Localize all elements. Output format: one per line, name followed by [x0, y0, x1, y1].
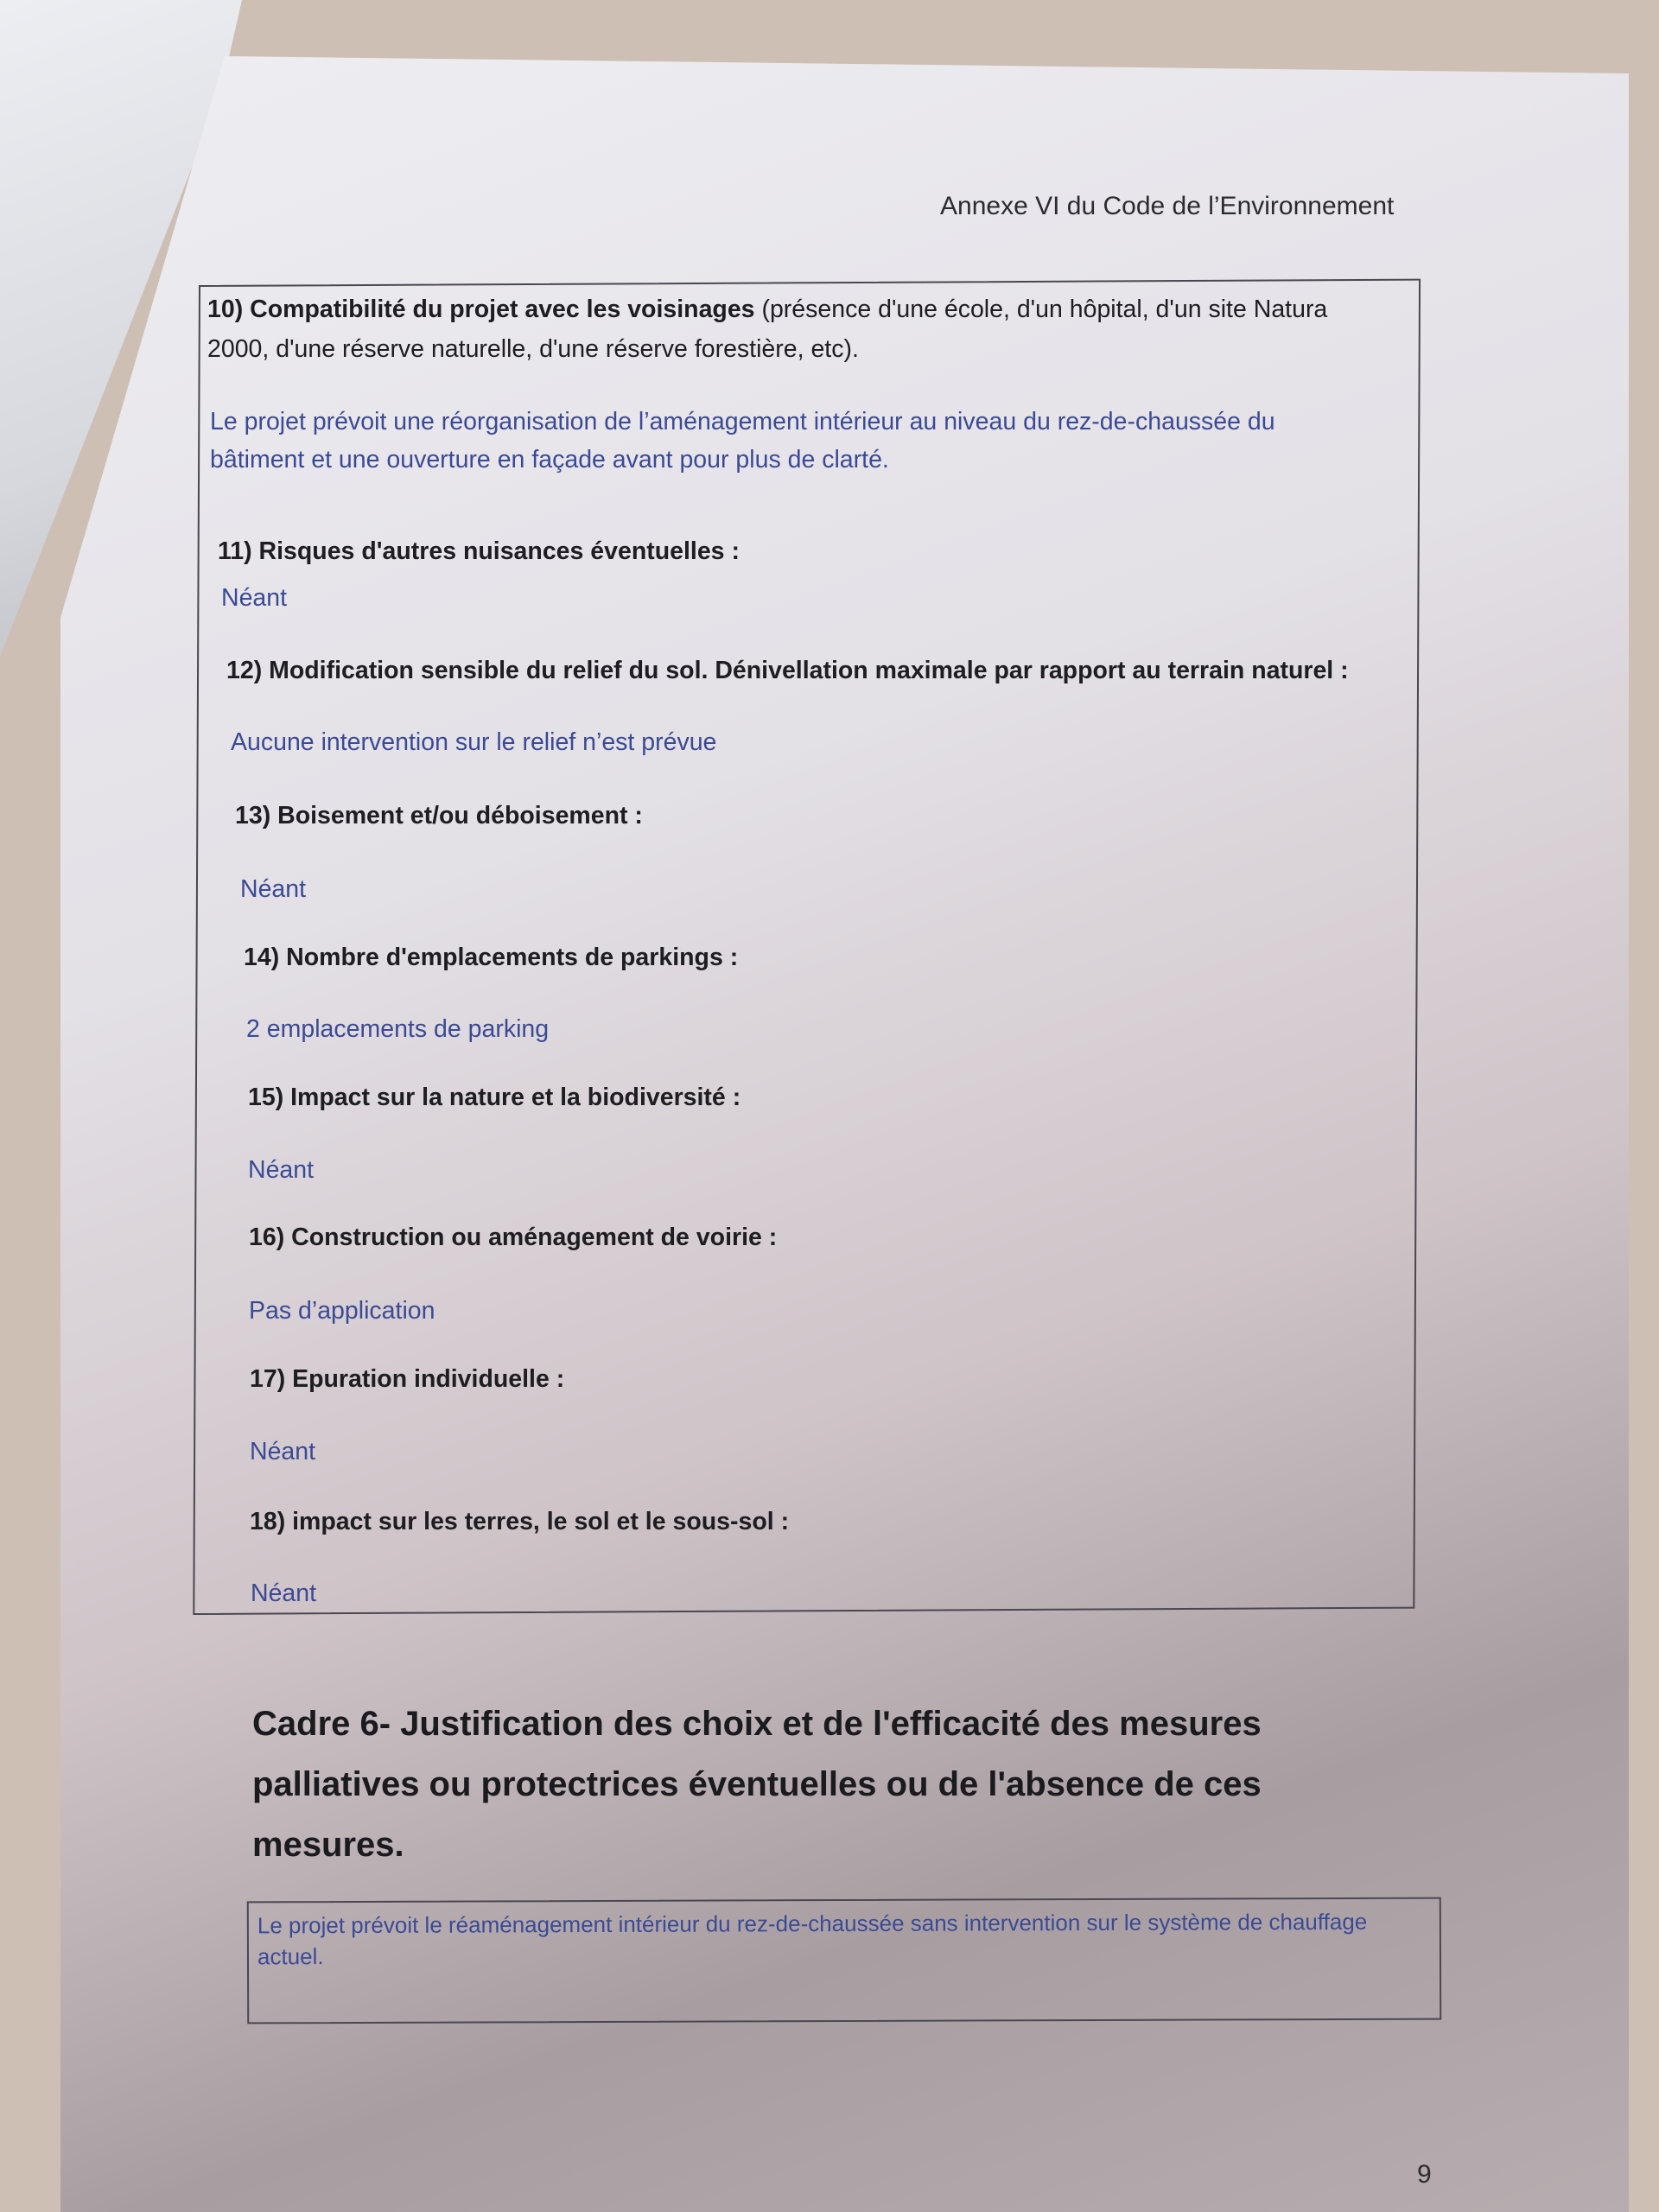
page-number: 9: [1417, 2160, 1432, 2189]
item-17-answer: Néant: [250, 1438, 316, 1465]
item-16-answer: Pas d’application: [249, 1297, 435, 1325]
item-10-question-line2: 2000, d'une réserve naturelle, d'une réserve forestière, etc).: [207, 335, 859, 363]
item-12-answer: Aucune intervention sur le relief n’est prévue: [231, 728, 717, 756]
item-16-question: 16) Construction ou aménagement de voirie :: [249, 1224, 778, 1251]
item-14-answer: 2 emplacements de parking: [246, 1015, 550, 1043]
item-11-answer: Néant: [221, 584, 288, 612]
item-12-question: 12) Modification sensible du relief du sol. Dénivellation maximale par rapport au terrain naturel :: [226, 657, 1349, 684]
cadre-6-title: [252, 1694, 1376, 1875]
item-14-question: 14) Nombre d'emplacements de parkings :: [244, 944, 739, 971]
item-11-question: 11) Risques d'autres nuisances éventuelles :: [218, 537, 740, 565]
item-13-question: 13) Boisement et/ou déboisement :: [235, 802, 643, 830]
page-header: Annexe VI du Code de l’Environnement: [940, 192, 1395, 220]
cadre-6-title-line3: mesures.: [252, 1826, 404, 1864]
cadre-6-box: [247, 1897, 1441, 2024]
item-13-answer: Néant: [240, 875, 307, 903]
item-10-question-bold: 10) Compatibilité du projet avec les voisinages: [207, 296, 755, 323]
item-18-question: 18) impact sur les terres, le sol et le sous-sol :: [250, 1508, 790, 1535]
item-18-answer: Néant: [251, 1580, 317, 1607]
item-15-question: 15) Impact sur la nature et la biodiversité :: [248, 1084, 741, 1111]
item-10-question-rest: (présence d'une école, d'un hôpital, d'un site Natura: [754, 296, 1328, 323]
item-17-question: 17) Epuration individuelle :: [250, 1365, 565, 1393]
item-15-answer: Néant: [248, 1156, 315, 1184]
cadre-6-body: Le projet prévoit le réaménagement intérieur du rez-de-chaussée sans intervention sur le système de chauffage actuel.: [257, 1908, 1368, 1970]
cadre-6-title-line2: palliatives ou protectrices éventuelles ou de l'absence de ces: [252, 1765, 1262, 1803]
item-10-answer-line1: Le projet prévoit une réorganisation de l’aménagement intérieur au niveau du rez-de-chaussée du: [210, 408, 1275, 435]
item-10-answer-line2: bâtiment et une ouverture en façade avant pour plus de clarté.: [210, 446, 889, 474]
item-10-question-line1: [207, 296, 1327, 324]
cadre-6-title-line1: Cadre 6- Justification des choix et de l'efficacité des mesures: [252, 1705, 1262, 1743]
